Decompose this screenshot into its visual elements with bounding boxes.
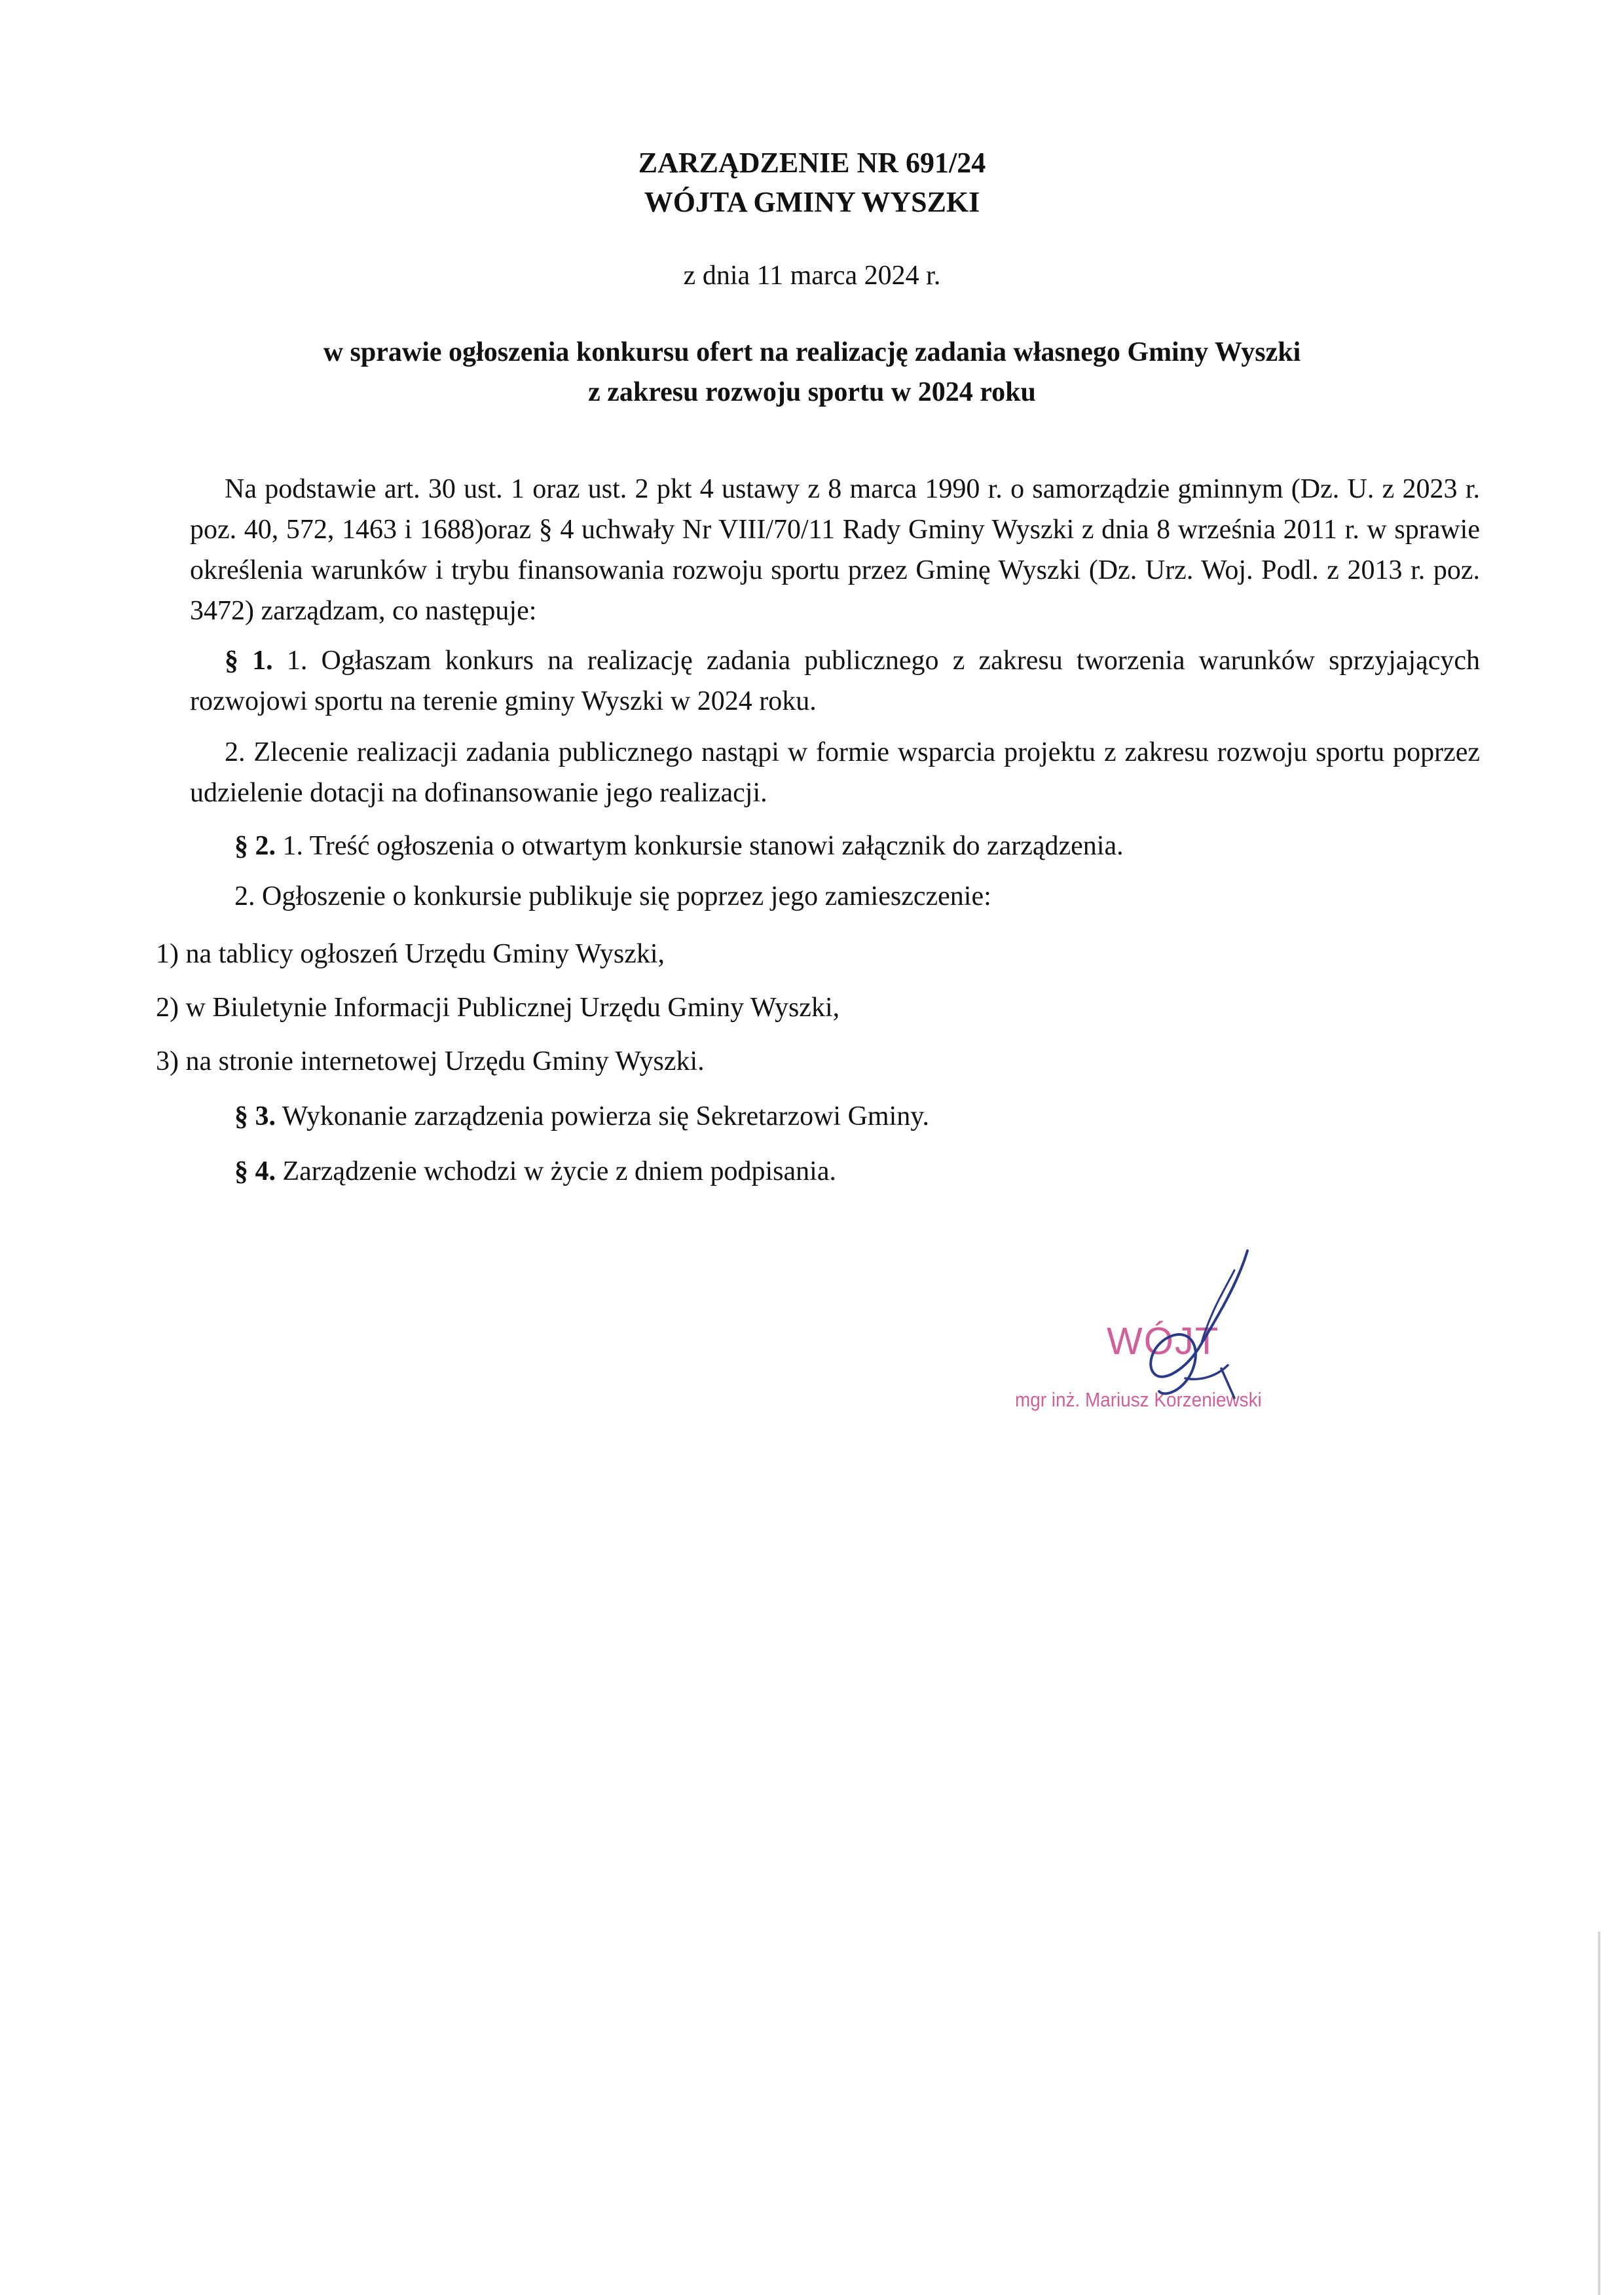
section-2-point-1-text: 1. Treść ogłoszenia o otwartym konkursie stanowi załącznik do zarządzenia.: [276, 831, 1124, 861]
section-4: [234, 1152, 1479, 1191]
document-date: z dnia 11 marca 2024 r.: [683, 261, 941, 291]
document-title-line1: ZARZĄDZENIE NR 691/24: [638, 147, 986, 179]
stamp-title: WÓJT: [1107, 1320, 1220, 1363]
section-3-label: § 3.: [234, 1101, 276, 1131]
list-item: 1) na tablicy ogłoszeń Urzędu Gminy Wyszki,: [156, 939, 665, 969]
stamp-name: mgr inż. Mariusz Korzeniewski: [1015, 1388, 1262, 1411]
section-2-point-2: 2. Ogłoszenie o konkursie publikuje się poprzez jego zamieszczenie:: [234, 881, 991, 911]
subject-line2: z zakresu rozwoju sportu w 2024 roku: [588, 377, 1036, 407]
section-4-label: § 4.: [234, 1156, 276, 1186]
section-1-point-1-text: 1. Ogłaszam konkurs na realizację zadania publicznego z zakresu tworzenia warunków sprzyjających rozwojowi sportu na terenie gminy Wyszki w 2024 roku.: [190, 646, 1481, 716]
section-1-point-1: [190, 640, 1480, 722]
section-2-label: § 2.: [234, 831, 276, 861]
section-2-point-1: [234, 826, 1479, 866]
subject-line1: w sprawie ogłoszenia konkursu ofert na realizację zadania własnego Gminy Wyszki: [323, 337, 1301, 367]
list-item: 3) na stronie internetowej Urzędu Gminy Wyszki.: [156, 1046, 705, 1076]
handwritten-signature: [1087, 1244, 1283, 1441]
list-item: 2) w Biuletynie Informacji Publicznej Urzędu Gminy Wyszki,: [156, 993, 840, 1023]
section-4-text: Zarządzenie wchodzi w życie z dniem podpisania.: [276, 1156, 836, 1186]
section-3: [234, 1097, 1479, 1136]
scan-edge-shadow: [1598, 1932, 1600, 2295]
section-1-point-2: 2. Zlecenie realizacji zadania publicznego nastąpi w formie wsparcia projektu z zakresu rozwoju sportu poprzez udzielenie dotacji na dofinansowanie jego realizacji.: [190, 737, 1480, 808]
document-title-line2: WÓJTA GMINY WYSZKI: [644, 186, 980, 218]
preamble: Na podstawie art. 30 ust. 1 oraz ust. 2 pkt 4 ustawy z 8 marca 1990 r. o samorządzie gminnym (Dz. U. z 2023 r. poz. 40, 572, 1463 i 1688)oraz § 4 uchwały Nr VIII/70/11 Rady Gminy Wyszki z dnia 8 września 2011 r. w sprawie określenia warunków i trybu finansowania rozwoju sportu przez Gminę Wyszki (Dz. Urz. Woj. Podl. z 2013 r. poz. 3472) zarządzam, co następuje:: [190, 474, 1480, 626]
section-1-label: § 1.: [225, 646, 273, 676]
section-3-text: Wykonanie zarządzenia powierza się Sekretarzowi Gminy.: [276, 1101, 930, 1131]
